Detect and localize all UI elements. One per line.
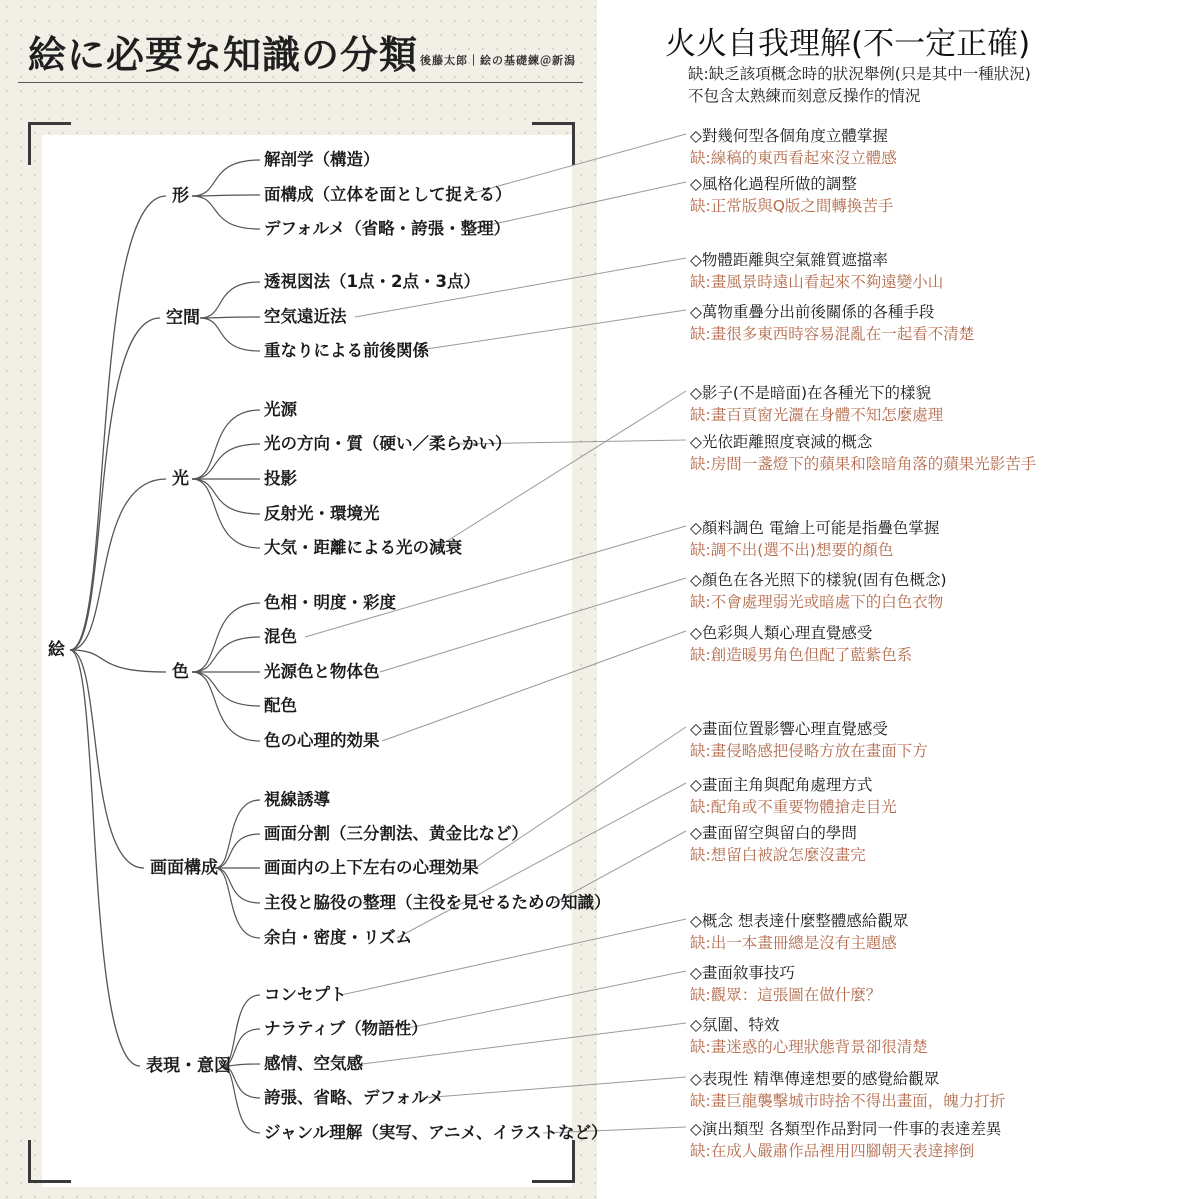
- item-node: コンセプト: [264, 985, 347, 1004]
- item-branch: [215, 834, 260, 868]
- item-node: ジャンル理解（実写、アニメ、イラストなど）: [264, 1123, 608, 1142]
- item-node: 色の心理的効果: [264, 731, 380, 750]
- note-lack: 缺:畫風景時遠山看起來不夠遠變小山: [690, 273, 944, 291]
- note-lack: 缺:畫很多東西時容易混亂在一起看不清楚: [690, 325, 975, 343]
- note-lack: 缺:調不出(選不出)想要的顏色: [690, 541, 894, 559]
- item-node: 面構成（立体を面として捉える）: [264, 185, 512, 204]
- item-branch: [192, 672, 260, 706]
- note-connector: [382, 631, 686, 741]
- note-connector: [422, 1077, 686, 1098]
- cn-legend-line1: 缺:缺乏該項概念時的狀況舉例(只是其中一種狀況): [688, 65, 1031, 83]
- item-node: 透視図法（1点・2点・3点）: [264, 272, 480, 291]
- item-node: 空気遠近法: [264, 307, 347, 326]
- root-node: 絵: [48, 640, 65, 660]
- note-lack: 缺:房間一盞燈下的蘋果和陰暗角落的蘋果光影苦手: [690, 455, 1037, 473]
- note-connector: [475, 727, 686, 868]
- note-concept: ◇畫面主角與配角處理方式: [690, 776, 873, 794]
- root-branch: [70, 196, 166, 650]
- note-lack: 缺:畫侵略感把侵略方放在畫面下方: [690, 742, 928, 760]
- item-node: 画面分割（三分割法、黄金比など）: [264, 824, 528, 843]
- item-branch: [222, 1066, 260, 1133]
- note-concept: ◇色彩與人類心理直覺感受: [690, 624, 873, 642]
- note-concept: ◇畫面位置影響心理直覺感受: [690, 720, 888, 738]
- note-lack: 缺:觀眾：這張圖在做什麼？: [690, 986, 882, 1004]
- item-branch: [192, 672, 260, 741]
- item-branch: [200, 317, 260, 318]
- note-concept: ◇物體距離與空氣雜質遮擋率: [690, 251, 888, 269]
- jp-credit: 後藤太郎｜絵の基礎練＠新潟: [420, 54, 576, 67]
- item-node: 混色: [264, 627, 297, 646]
- note-concept: ◇概念 想表達什麼整體感給觀眾: [690, 912, 909, 930]
- note-connector: [436, 391, 686, 548]
- item-node: 大気・距離による光の減衰: [264, 538, 462, 557]
- item-node: 投影: [264, 469, 297, 488]
- category-node: 画面構成: [150, 858, 218, 878]
- root-branch: [70, 650, 140, 1066]
- item-branch: [192, 160, 260, 196]
- category-node: 形: [172, 186, 189, 206]
- note-concept: ◇萬物重疊分出前後關係的各種手段: [690, 303, 935, 321]
- item-node: 余白・密度・リズム: [264, 928, 413, 947]
- note-lack: 缺:不會處理弱光或暗處下的白色衣物: [690, 593, 944, 611]
- note-concept: ◇畫面留空與留白的學問: [690, 824, 857, 842]
- note-lack: 缺:出一本畫冊總是沒有主題感: [690, 934, 897, 952]
- cn-legend-line2: 不包含太熟練而刻意反操作的情況: [688, 87, 921, 105]
- root-branch: [70, 650, 144, 868]
- note-concept: ◇影子(不是暗面)在各種光下的樣貌: [690, 384, 932, 402]
- category-node: 光: [172, 469, 189, 489]
- note-concept: ◇演出類型 各類型作品對同一件事的表達差異: [690, 1120, 1002, 1138]
- note-lack: 缺:配角或不重要物體搶走目光: [690, 798, 897, 816]
- note-lack: 缺:創造暖男角色但配了藍紫色系: [690, 646, 913, 664]
- item-node: デフォルメ（省略・誇張・整理）: [264, 219, 511, 238]
- note-concept: ◇風格化過程所做的調整: [690, 175, 857, 193]
- item-node: 感情、空気感: [264, 1054, 363, 1073]
- note-concept: ◇顏料調色 電繪上可能是指疊色掌握: [690, 519, 940, 537]
- note-concept: ◇表現性 精準傳達想要的感覺給觀眾: [690, 1070, 940, 1088]
- note-connector: [403, 971, 686, 1029]
- note-lack: 缺:正常版與Q版之間轉換苦手: [690, 197, 894, 215]
- note-lack: 缺:在成人嚴肅作品裡用四腳朝天表達摔倒: [690, 1142, 975, 1160]
- note-lack: 缺:線稿的東西看起來沒立體感: [690, 149, 897, 167]
- item-node: 光源: [264, 400, 297, 419]
- item-node: 重なりによる前後関係: [264, 341, 429, 360]
- note-lack: 缺:畫巨龍襲擊城市時捨不得出畫面，魄力打折: [690, 1092, 1006, 1110]
- item-node: 主役と脇役の整理（主役を見せるための知識）: [264, 893, 611, 912]
- item-node: 画面内の上下左右の心理効果: [264, 858, 479, 877]
- item-node: 解剖学（構造）: [264, 150, 380, 169]
- category-node: 色: [172, 662, 189, 682]
- item-node: 光源色と物体色: [264, 662, 380, 681]
- item-branch: [215, 868, 260, 903]
- note-concept: ◇光依距離照度衰減的概念: [690, 433, 873, 451]
- note-concept: ◇顏色在各光照下的樣貌(固有色概念): [690, 571, 947, 589]
- note-connector: [413, 310, 686, 351]
- item-branch: [192, 637, 260, 672]
- note-concept: ◇氛圍、特效: [690, 1016, 780, 1034]
- jp-title: 絵に必要な知識の分類: [28, 33, 419, 77]
- cn-title: 火火自我理解(不一定正確): [665, 26, 1031, 62]
- item-branch: [192, 444, 260, 479]
- category-node: 表現・意図: [146, 1056, 231, 1076]
- item-node: 配色: [264, 696, 297, 715]
- root-branch: [70, 650, 166, 672]
- item-branch: [192, 479, 260, 514]
- note-connector: [380, 578, 686, 672]
- item-branch: [200, 318, 260, 351]
- note-concept: ◇對幾何型各個角度立體掌握: [690, 127, 888, 145]
- item-node: 誇張、省略、デフォルメ: [264, 1088, 445, 1107]
- item-branch: [192, 195, 260, 196]
- item-node: 光の方向・質（硬い／柔らかい）: [264, 434, 512, 453]
- note-lack: 缺:想留白被說怎麼沒畫完: [690, 846, 866, 864]
- item-node: 視線誘導: [264, 790, 330, 809]
- item-node: 色相・明度・彩度: [264, 593, 396, 612]
- item-branch: [200, 282, 260, 318]
- note-concept: ◇畫面敘事技巧: [690, 964, 795, 982]
- item-node: ナラティブ（物語性）: [264, 1019, 428, 1038]
- note-lack: 缺:畫百頁窗光灑在身體不知怎麼處理: [690, 406, 944, 424]
- note-lack: 缺:畫迷惑的心理狀態背景卻很清楚: [690, 1038, 928, 1056]
- item-branch: [192, 196, 260, 229]
- category-node: 空間: [166, 308, 200, 328]
- item-node: 反射光・環境光: [264, 504, 380, 523]
